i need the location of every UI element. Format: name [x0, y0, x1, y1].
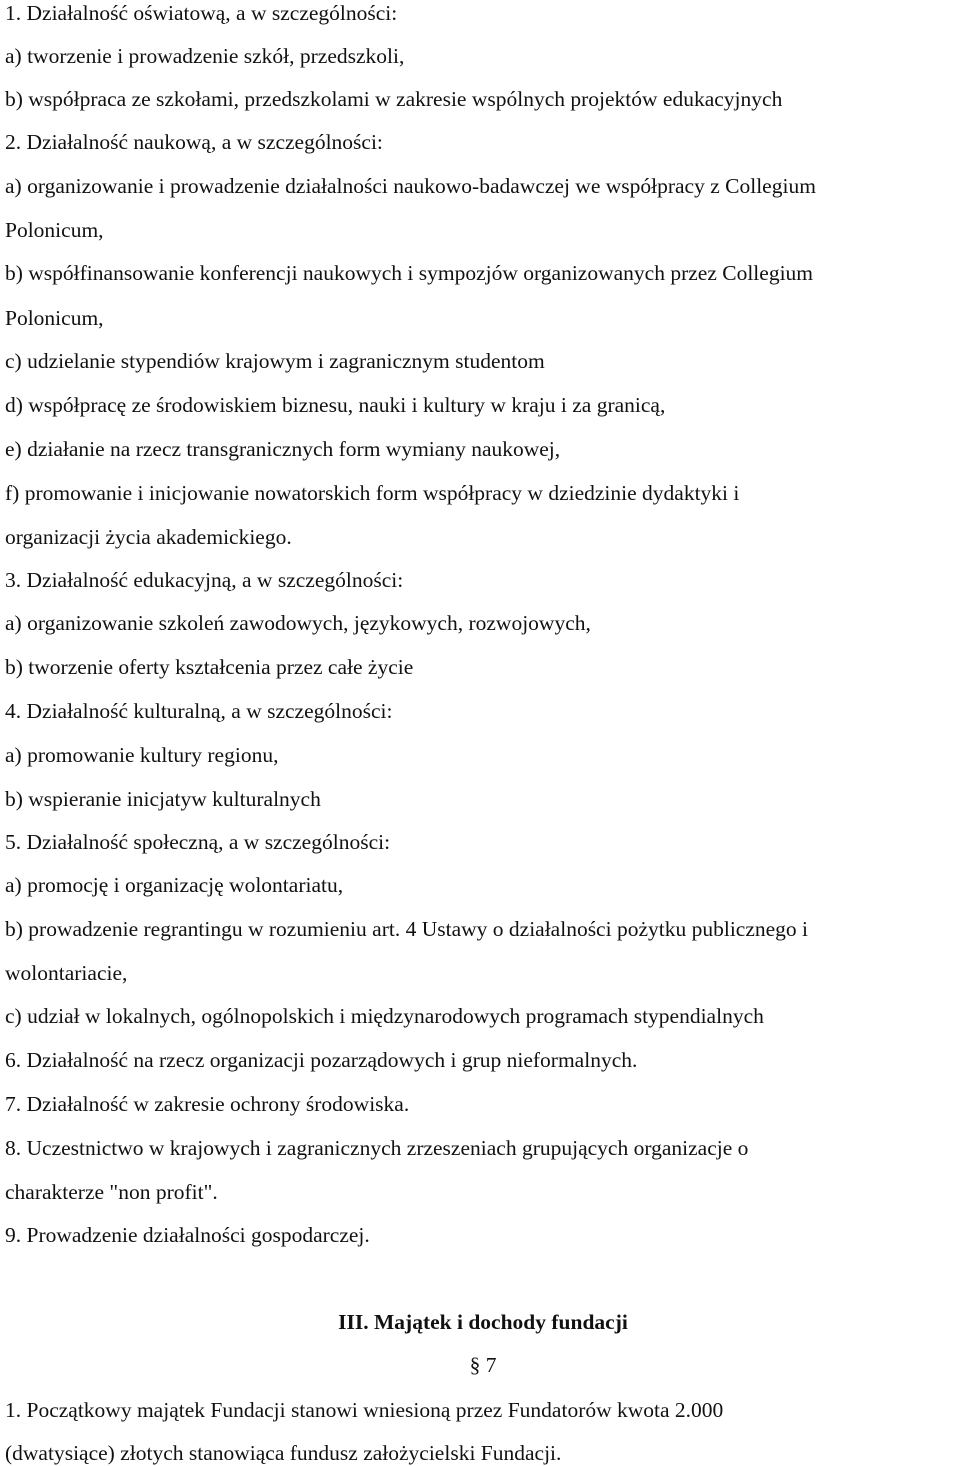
section-heading: III. Majątek i dochody fundacji	[338, 1310, 628, 1334]
text-line: organizacji życia akademickiego.	[5, 525, 292, 549]
text-line: c) udział w lokalnych, ogólnopolskich i międzynarodowych programach stypendialnych	[5, 1004, 764, 1028]
text-line: b) prowadzenie regrantingu w rozumieniu art. 4 Ustawy o działalności pożytku publicznego i	[5, 917, 809, 941]
text-line: 1. Początkowy majątek Fundacji stanowi wniesioną przez Fundatorów kwota 2.000	[5, 1398, 724, 1422]
text-line: charakterze "non profit".	[5, 1180, 218, 1204]
text-line: 1. Działalność oświatową, a w szczególności:	[5, 1, 398, 25]
text-line: (dwatysiące) złotych stanowiąca fundusz założycielski Fundacji.	[5, 1441, 562, 1465]
text-line: b) tworzenie oferty kształcenia przez całe życie	[5, 655, 414, 679]
text-line: d) współpracę ze środowiskiem biznesu, nauki i kultury w kraju i za granicą,	[5, 393, 666, 417]
text-line: 2. Działalność naukową, a w szczególności:	[5, 130, 383, 154]
text-line: b) współpraca ze szkołami, przedszkolami w zakresie wspólnych projektów edukacyjnych	[5, 87, 783, 111]
text-line: c) udzielanie stypendiów krajowym i zagranicznym studentom	[5, 349, 545, 373]
text-line: b) współfinansowanie konferencji naukowych i sympozjów organizowanych przez Collegium	[5, 261, 814, 285]
paragraph-sign: § 7	[469, 1353, 497, 1377]
text-line: 6. Działalność na rzecz organizacji pozarządowych i grup nieformalnych.	[5, 1048, 638, 1072]
text-line: 3. Działalność edukacyjną, a w szczególności:	[5, 568, 404, 592]
text-line: 8. Uczestnictwo w krajowych i zagranicznych zrzeszeniach grupujących organizacje o	[5, 1136, 749, 1160]
text-line: Polonicum,	[5, 306, 104, 330]
text-line: 9. Prowadzenie działalności gospodarczej.	[5, 1223, 370, 1247]
text-line: b) wspieranie inicjatyw kulturalnych	[5, 787, 321, 811]
text-line: a) promocję i organizację wolontariatu,	[5, 873, 344, 897]
text-line: 4. Działalność kulturalną, a w szczególności:	[5, 699, 393, 723]
text-line: e) działanie na rzecz transgranicznych form wymiany naukowej,	[5, 437, 561, 461]
text-line: wolontariacie,	[5, 961, 128, 985]
text-line: Polonicum,	[5, 218, 104, 242]
text-line: a) promowanie kultury regionu,	[5, 743, 279, 767]
text-line: 5. Działalność społeczną, a w szczególności:	[5, 830, 391, 854]
text-line: 7. Działalność w zakresie ochrony środowiska.	[5, 1092, 410, 1116]
text-line: a) organizowanie szkoleń zawodowych, językowych, rozwojowych,	[5, 611, 591, 635]
text-line: a) tworzenie i prowadzenie szkół, przedszkoli,	[5, 44, 405, 68]
text-line: f) promowanie i inicjowanie nowatorskich form współpracy w dziedzinie dydaktyki i	[5, 481, 740, 505]
text-line: a) organizowanie i prowadzenie działalności naukowo-badawczej we współpracy z Collegium	[5, 174, 816, 198]
